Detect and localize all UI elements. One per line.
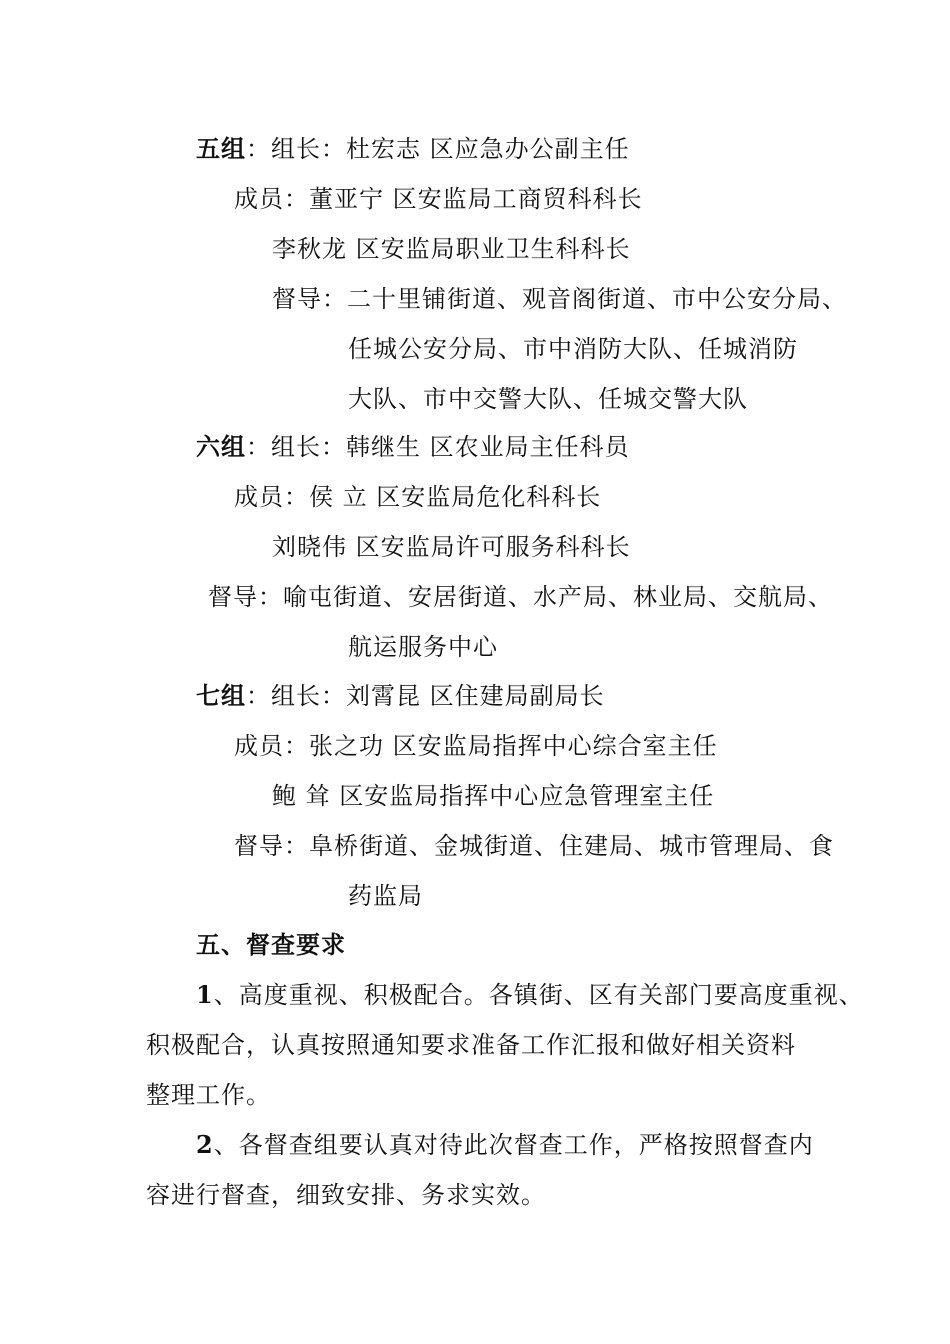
group6-members-1: 成员：侯 立 区安监局危化科科长 — [234, 483, 602, 511]
group7-name: 七组 — [196, 681, 246, 710]
group5-supervise-1: 督导：二十里铺街道、观音阁街道、市中公安分局、 — [272, 285, 847, 313]
section5-p2-line2: 容进行督查，细致安排、务求实效。 — [146, 1181, 546, 1209]
section5-p1-number: 1 — [196, 980, 214, 1009]
section5-p1-line1 — [196, 980, 864, 1010]
group6-members-2: 刘晓伟 区安监局许可服务科科长 — [272, 533, 631, 561]
section5-p1-line3: 整理工作。 — [146, 1081, 271, 1109]
section5-heading: 五、督查要求 — [196, 930, 346, 959]
group5-leader-line — [196, 134, 630, 164]
group6-leader-line — [196, 432, 630, 462]
group7-supervise-2: 药监局 — [348, 882, 423, 910]
group5-leader: ：组长：杜宏志 区应急办公副主任 — [246, 135, 630, 163]
group6-leader: ：组长：韩继生 区农业局主任科员 — [246, 433, 630, 461]
group6-supervise-2: 航运服务中心 — [348, 633, 498, 661]
group7-members-1: 成员：张之功 区安监局指挥中心综合室主任 — [234, 732, 718, 760]
group6-supervise-1: 督导：喻屯街道、安居街道、水产局、林业局、交航局、 — [208, 583, 833, 611]
group5-members-1: 成员：董亚宁 区安监局工商贸科科长 — [234, 185, 643, 213]
group7-members-2: 鲍 耸 区安监局指挥中心应急管理室主任 — [272, 782, 715, 810]
group7-leader: ：组长：刘霄昆 区住建局副局长 — [246, 682, 605, 710]
section5-p1-text: 、高度重视、积极配合。各镇街、区有关部门要高度重视、 — [213, 981, 864, 1009]
group5-supervise-3: 大队、市中交警大队、任城交警大队 — [348, 385, 748, 413]
group5-supervise-2: 任城公安分局、市中消防大队、任城消防 — [348, 335, 798, 363]
section5-p2-text: 、各督查组要认真对待此次督查工作，严格按照督查内 — [213, 1131, 814, 1159]
group7-supervise-1: 督导：阜桥街道、金城街道、住建局、城市管理局、食 — [234, 832, 834, 860]
section5-p2-number: 2 — [196, 1130, 214, 1159]
group7-leader-line — [196, 681, 605, 711]
section5-p2-line1 — [196, 1130, 814, 1160]
group6-name: 六组 — [196, 432, 246, 461]
group5-members-2: 李秋龙 区安监局职业卫生科科长 — [272, 235, 631, 263]
section5-p1-line2: 积极配合，认真按照通知要求准备工作汇报和做好相关资料 — [146, 1031, 796, 1059]
group5-name: 五组 — [196, 134, 246, 163]
